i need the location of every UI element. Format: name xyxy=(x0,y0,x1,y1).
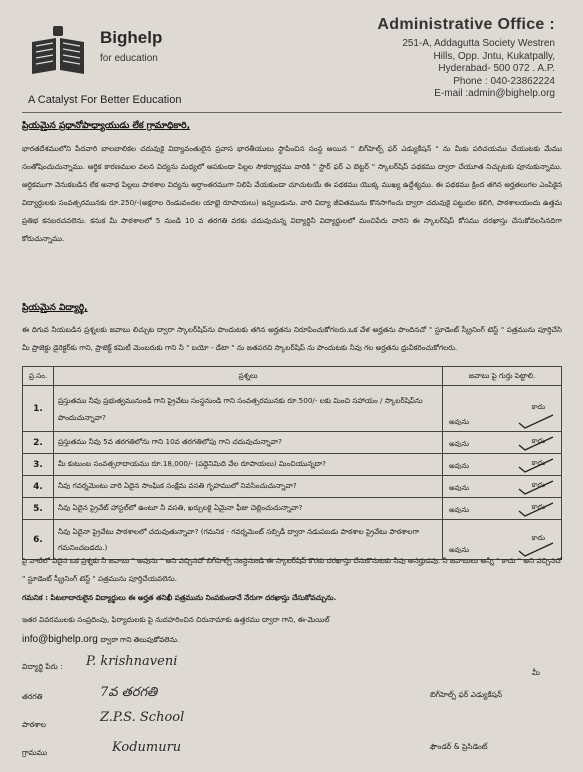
village-label: గ్రామము xyxy=(22,748,48,757)
answer-cell[interactable] xyxy=(443,476,562,498)
eligibility-table xyxy=(22,366,562,560)
office-address-block xyxy=(295,16,555,101)
col-header-no: ప్ర.సం. xyxy=(23,367,54,386)
village-value[interactable]: Kodumuru xyxy=(112,740,182,755)
office-line: Hills, Opp. Jntu, Kukatpally, xyxy=(433,50,555,62)
office-title: Administrative Office : xyxy=(377,16,555,33)
class-label: తరగతి xyxy=(22,692,43,701)
email-suffix: ద్వారా గాని తెలుపుకోవలెను. xyxy=(100,635,179,644)
school-label: పాఠశాల xyxy=(22,720,47,729)
email-line xyxy=(22,634,179,646)
answer-yes: అవును xyxy=(449,506,469,514)
checkmark-icon xyxy=(517,501,555,517)
answer-no: కాదు xyxy=(531,436,545,445)
question-text: ప్రస్తుతము నీవు 5వ తరగతిలోను గాని 10వ తరగతిలోపు గాని చదువుచున్నావా? xyxy=(54,432,443,454)
question-text: ప్రస్తుతము నీవు ప్రభుత్వమునుండి గాని ప్రైవేటు సంస్థనుండి గాని సంవత్సరమునకు రూ.500/- లకు మించి సహాయం / స్కాలర్‌షిప్‌ను పొందుచున్నావా? xyxy=(54,386,443,432)
table-row xyxy=(23,432,562,454)
row-number: 4. xyxy=(23,476,54,498)
table-row xyxy=(23,454,562,476)
answer-cell[interactable] xyxy=(443,454,562,476)
answer-no: కాదు xyxy=(531,480,545,489)
answer-yes: అవును xyxy=(449,462,469,470)
answer-no: కాదు xyxy=(531,458,545,467)
answer-yes: అవును xyxy=(449,440,469,448)
instructions-paragraph: ఈ దిగువ నీయబడిన ప్రశ్నలకు జవాబు లిచ్చుట ద్వారా స్కాలర్‌షిప్‌ను పొందుటకు తగిన అర్హతను నిరూపించుకోగలరు.ఒక వేళ అర్హతను పొందినచో " స్టూడెంట్ స్క్రీనింగ్ టెస్ట్ " పత్రమును పూర్తిచేసి మీ ప్రాజెక్టు డైరెక్టర్‌కు గాని, ప్రాజెక్ట్ కమిటీ మెంబరుకు గాని నీ " బయో - డేటా " ను జతపరచి స్కాలర్‌షిప్ ను పొందుటకు నీవు గల అర్హతను ధ్రువీకరించుకోగలరు. xyxy=(22,325,562,352)
question-text: నీవు ఏదైన ప్రైవేట్ హాస్టల్‌లో ఉంటూ నీ వసతి, ఖర్చులకై ఏమైనా ఫీజు చెల్లించుచున్నావా? xyxy=(54,498,443,520)
contact-paragraph: ఇతర వివరములకు సంప్రదింపు, ఫిర్యాదులకు పై నుదహరించిన చిరునామాకు ఉత్తరము ద్వారా గాని, ఈ-మెయిల్ xyxy=(22,615,330,624)
col-header-question: ప్రశ్నలు xyxy=(54,367,443,386)
office-phone: Phone : 040-23862224 xyxy=(453,75,555,87)
disqualify-paragraph: పై వాటిలో ఏదైన ఒక ప్రశ్నకు నీ జవాబు " అవును " అని వచ్చినచో బిగ్‌హెల్ప్ సంస్థనుండి ఈ స్కాలర్‌షిప్ కొరకు దరఖాస్తు చేసుకొనుటకు నీవు అనర్హుడవు. నీ జవాబులు అన్నీ " కాదు " అని వచ్చినచో " స్టూడెంట్ స్క్రీనింగ్ టెస్ట్ " పత్రమును పూర్తిచేయవలెను. xyxy=(22,556,562,583)
office-line: 251-A, Addagutta Society Westren xyxy=(402,38,555,49)
name-value[interactable]: P. krishnaveni xyxy=(86,654,178,669)
question-text: మీ కుటుంబ సంవత్సరాదాయము రూ.18,000/- (పద్దెనిమిది వేల రూపాయలు) మించియున్నదా? xyxy=(54,454,443,476)
answer-no: కాదు xyxy=(531,533,545,542)
brand-name: Bighelp xyxy=(100,28,163,47)
answer-no: కాదు xyxy=(531,402,545,411)
question-text: నీవు ఏదైనా ప్రైవేటు పాఠశాలలో చదువుతున్నావా? (గమనిక - గవర్నమెంట్ సబ్సిడీ ద్వారా నడుపబడు పాఠశాల ప్రైవేటు పాఠశాలగా గమనించబడదు.) xyxy=(54,520,443,560)
email-link[interactable]: info@bighelp.org xyxy=(22,634,98,645)
row-number: 6. xyxy=(23,520,54,560)
answer-yes: అవును xyxy=(449,546,469,554)
name-label: విద్యార్థి పేరు : xyxy=(22,662,63,671)
book-logo-icon xyxy=(28,24,88,76)
school-value[interactable]: Z.P.S. School xyxy=(100,710,185,725)
col-header-answer: జవాబు పై గుర్తు పెట్టాలి. xyxy=(443,367,562,386)
header-divider xyxy=(22,112,562,113)
checkmark-icon xyxy=(517,413,555,429)
note-paragraph: గమనిక : పిటలాదారులైన విద్యార్థులు ఈ అర్హత తనిఖీ పత్రమును నింపకుండానే నేరుగా దరఖాస్తు చేసుకోవచ్చును. xyxy=(22,593,337,602)
office-line: Hyderabad- 500 072 . A.P. xyxy=(438,63,555,75)
student-heading: ప్రియమైన విద్యార్థి, xyxy=(22,303,88,313)
answer-no: కాదు xyxy=(531,502,545,511)
table-row xyxy=(23,476,562,498)
class-value[interactable]: 7వ తరగతి xyxy=(100,685,158,700)
table-header-row xyxy=(23,367,562,386)
row-number: 5. xyxy=(23,498,54,520)
brand-subtitle: for education xyxy=(100,53,158,64)
intro-paragraph: భారతదేశములోని పేదవారి బాలబాలికల చదువుకై విద్యావంతులైన ప్రవాస భారతీయులు స్థాపించిన సంస్థ అయిన " బిగ్‌హెల్ప్ ఫర్ ఎడ్యుకేషన్ " ను మీకు పరిచయము చేయుటకు మేము సంతోషించుచున్నాము. ఆర్థిక కారణముల వలన విద్యను మధ్యలో ఆపకుండా పిల్లల సౌకర్యార్థము వారికి " స్టార్ ఫర్ ఎ బెట్టర్ " స్కాలర్‌షిప్ పథకము ద్వారా చేయూత నిచ్చుటకు పూనుకున్నాము. ఆర్థికముగా వెనుకబడిన లేక అనాథ పిల్లలు పాఠశాల విద్యను అర్ధాంతరముగా నిలిపి వేయకుండా చూచుటయే ఈ పథకము యొక్క ముఖ్య ఉద్దేశ్యము. ఈ పథకము క్రింద తగిన అర్హతలుగల ఎంపికైన విద్యార్థులకు సంవత్సరమునకు రూ.250/-(అక్షరాల రెండువందల యాభై రూపాయలు) ఇవ్వబడును. వారి విద్యా జీవితమును కొనసాగించు ద్వారా చదువుకై పట్టుదల కలిగి, పాఠశాలయందు ఉత్తమ ప్రతిభ కనబరచవలెను. కనుక మీ పాఠశాలలో 5 నుండి 10 వ తరగతి వరకు చదువుచున్న విద్యార్థినీ విద్యార్థులలో మంచిపేరు వారిని ఈ స్కాలర్‌షిప్ కోసము దరఖాస్తు చేసుకోవలసినదిగా కోరుచున్నాము. xyxy=(22,144,562,243)
tagline: A Catalyst For Better Education xyxy=(28,94,182,106)
table-row xyxy=(23,386,562,432)
row-number: 3. xyxy=(23,454,54,476)
table-row xyxy=(23,498,562,520)
row-number: 1. xyxy=(23,386,54,432)
checkmark-icon xyxy=(517,479,555,495)
answer-yes: అవును xyxy=(449,484,469,492)
answer-cell[interactable] xyxy=(443,498,562,520)
question-text: నీవు గవర్నమెంటు వారి ఏదైన సాంఘిక సంక్షేమ వసతి గృహములో నివసించుచున్నావా? xyxy=(54,476,443,498)
sign-title: ఫౌండర్ & ప్రెసిడెంట్ xyxy=(430,742,488,751)
office-email: E-mail :admin@bighelp.org xyxy=(434,88,555,100)
sign-salutation: మీ xyxy=(532,668,540,677)
checkmark-icon xyxy=(517,435,555,451)
answer-cell[interactable] xyxy=(443,432,562,454)
answer-cell[interactable] xyxy=(443,386,562,432)
sign-organization: బిగ్‌హెల్ప్ ఫర్ ఎడ్యుకేషన్ xyxy=(430,690,503,699)
row-number: 2. xyxy=(23,432,54,454)
greeting-heading: ప్రియమైన ప్రధానోపాధ్యాయుడు లేక గ్రామాధికారి, xyxy=(22,121,191,131)
checkmark-icon xyxy=(517,457,555,473)
answer-yes: అవును xyxy=(449,418,469,426)
